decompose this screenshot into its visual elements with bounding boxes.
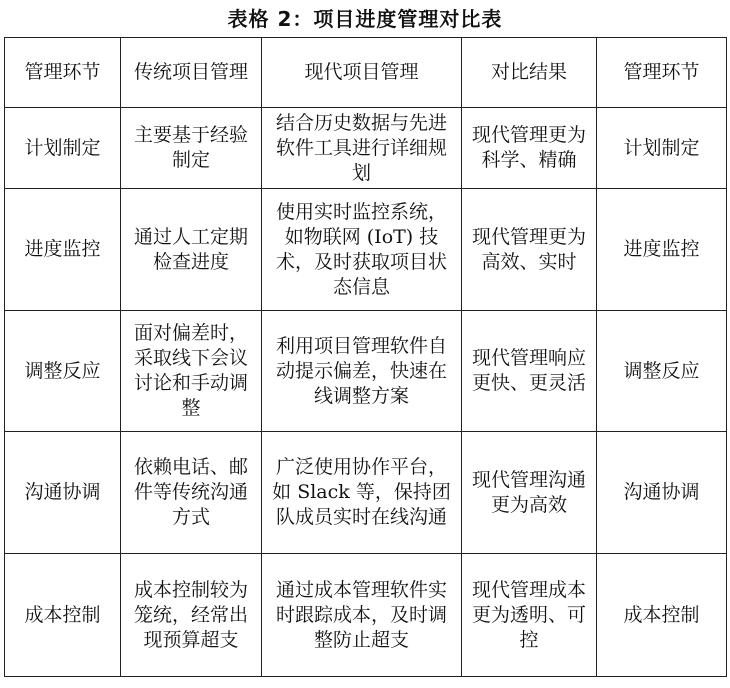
table-cell: 现代管理响应更快、更灵活: [462, 311, 597, 432]
table-cell: 进度监控: [597, 189, 727, 311]
header-cell: 对比结果: [462, 38, 597, 108]
table-cell: 现代管理更为高效、实时: [462, 189, 597, 311]
table-cell: 利用项目管理软件自动提示偏差，快速在线调整方案: [262, 311, 462, 432]
table-cell: 现代管理更为科学、精确: [462, 108, 597, 189]
table-cell: 使用实时监控系统，如物联网 (IoT) 技术，及时获取项目状态信息: [262, 189, 462, 311]
table-cell: 成本控制: [597, 554, 727, 677]
table-cell: 广泛使用协作平台，如 Slack 等，保持团队成员实时在线沟通: [262, 432, 462, 554]
header-cell: 现代项目管理: [262, 38, 462, 108]
table-cell: 计划制定: [597, 108, 727, 189]
table-row: [5, 189, 727, 311]
table-cell: 调整反应: [597, 311, 727, 432]
table-row: [5, 311, 727, 432]
table-cell: 现代管理成本更为透明、可控: [462, 554, 597, 677]
comparison-table: [4, 37, 727, 677]
table-cell: 通过成本管理软件实时跟踪成本，及时调整防止超支: [262, 554, 462, 677]
table-cell: 通过人工定期检查进度: [121, 189, 262, 311]
table-row: [5, 554, 727, 677]
header-row: [5, 38, 727, 108]
header-cell: 管理环节: [5, 38, 121, 108]
table-title: 表格 2：项目进度管理对比表: [227, 7, 503, 31]
table-row: [5, 432, 727, 554]
table-cell: 成本控制: [5, 554, 121, 677]
header-cell: 管理环节: [597, 38, 727, 108]
table-cell: 面对偏差时，采取线下会议讨论和手动调整: [121, 311, 262, 432]
table-cell: 计划制定: [5, 108, 121, 189]
table-cell: 沟通协调: [597, 432, 727, 554]
table-cell: 结合历史数据与先进软件工具进行详细规划: [262, 108, 462, 189]
table-cell: 调整反应: [5, 311, 121, 432]
table-cell: 依赖电话、邮件等传统沟通方式: [121, 432, 262, 554]
table-cell: 主要基于经验制定: [121, 108, 262, 189]
header-cell: 传统项目管理: [121, 38, 262, 108]
table-cell: 沟通协调: [5, 432, 121, 554]
table-row: [5, 108, 727, 189]
table-cell: 成本控制较为笼统，经常出现预算超支: [121, 554, 262, 677]
table-cell: 现代管理沟通更为高效: [462, 432, 597, 554]
table-cell: 进度监控: [5, 189, 121, 311]
